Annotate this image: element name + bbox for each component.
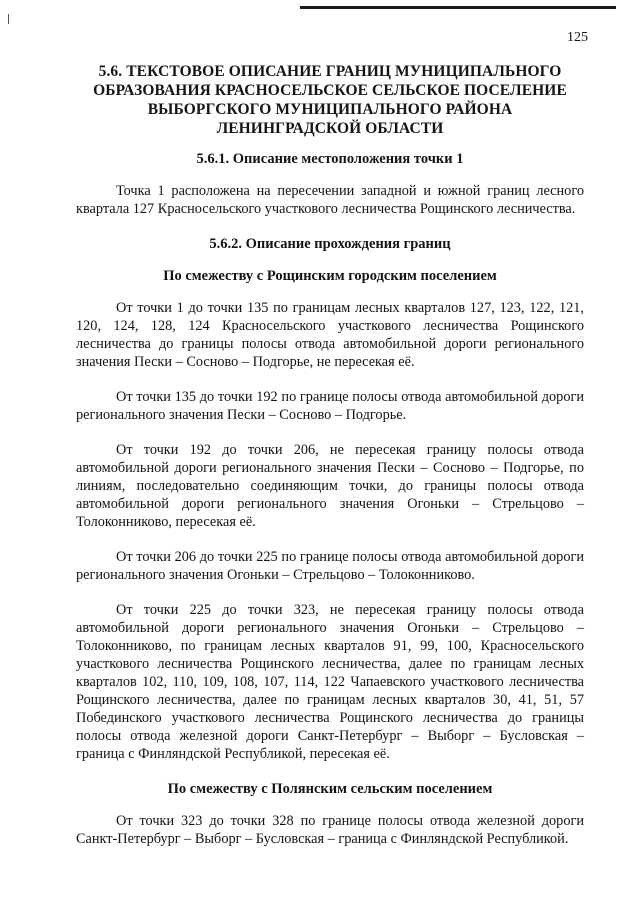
document-body	[76, 62, 584, 865]
boundary-paragraph: От точки 1 до точки 135 по границам лесных кварталов 127, 123, 122, 121, 120, 124, 128, 124 Красносельского участкового лесничества Рощинского лесничества до границы полосы отвода автомобильной дороги регионального значения Пески – Сосново – Подгорье, не пересекая её.	[76, 300, 584, 370]
polyany-heading: По смежеству с Полянским сельским поселением	[167, 781, 493, 797]
scan-artifact-tick	[8, 14, 9, 24]
boundary-paragraph: От точки 192 до точки 206, не пересекая границу полосы отвода автомобильной дороги регионального значения Пески – Сосново – Подгорье, по линиям, последовательно соединяющим точки, до границы полосы отвода автомобильной дороги регионального значения Огоньки – Стрельцово – Толоконниково, пересекая её.	[76, 442, 584, 530]
section-561-paragraph: Точка 1 расположена на пересечении западной и южной границ лесного квартала 127 Красносельского участкового лесничества Рощинского лесничества.	[76, 183, 584, 217]
boundary-paragraph: От точки 206 до точки 225 по границе полосы отвода автомобильной дороги регионального значения Огоньки – Стрельцово – Толоконниково.	[76, 549, 584, 583]
page-title: 5.6. ТЕКСТОВОЕ ОПИСАНИЕ ГРАНИЦ МУНИЦИПАЛЬНОГО ОБРАЗОВАНИЯ КРАСНОСЕЛЬСКОЕ СЕЛЬСКОЕ ПОСЕЛЕНИЕ ВЫБОРГСКОГО МУНИЦИПАЛЬНОГО РАЙОНА ЛЕНИНГРАДСКОЙ ОБЛАСТИ	[93, 63, 567, 137]
boundary-paragraph: От точки 323 до точки 328 по границе полосы отвода железной дороги Санкт-Петербург – Выборг – Бусловская – граница с Финляндской Республикой.	[76, 813, 584, 847]
section-562-heading: 5.6.2. Описание прохождения границ	[209, 236, 451, 252]
page-number: 125	[567, 30, 588, 45]
boundary-paragraph: От точки 225 до точки 323, не пересекая границу полосы отвода автомобильной дороги регионального значения Огоньки – Стрельцово – Толоконниково, по границам лесных кварталов 91, 99, 100, Красносельского участкового лесничества Рощинского лесничества, далее по границам лесных кварталов 102, 110, 109, 108, 107, 114, 122 Чапаевского участкового лесничества Рощинского лесничества, далее по границам лесных кварталов 30, 41, 51, 57 Побединского участкового лесничества Рощинского лесничества до границы полосы отвода железной дороги Санкт-Петербург – Выборг – Бусловская – граница с Финляндской Республикой, пересекая её.	[76, 602, 584, 762]
roshchino-heading: По смежеству с Рощинским городским поселением	[163, 268, 497, 284]
boundary-paragraph: От точки 135 до точки 192 по границе полосы отвода автомобильной дороги регионального значения Пески – Сосново – Подгорье.	[76, 389, 584, 423]
section-561-heading: 5.6.1. Описание местоположения точки 1	[196, 151, 464, 167]
scan-artifact-line	[300, 6, 616, 9]
